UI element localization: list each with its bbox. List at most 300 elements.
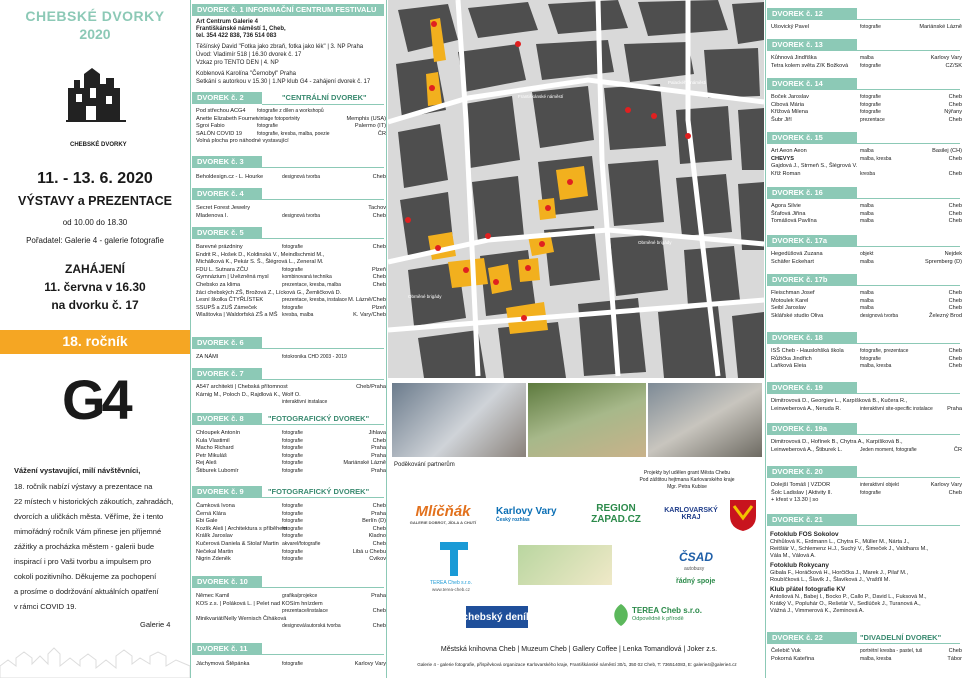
exhibitor-city: Cheb <box>948 297 962 304</box>
exhibitor-row <box>196 267 386 274</box>
exhibitor-row <box>771 497 962 504</box>
dvorek-5-header: DVOREK č. 5 <box>192 227 262 239</box>
exhibitor-city: Cvikov <box>369 556 386 563</box>
exhibitor-city: Plzeň <box>372 266 386 273</box>
exhibitor-name: Kříž Roman <box>771 170 801 177</box>
exhibitor-name: Dolejší Tomáš | VZDOR <box>771 482 831 488</box>
exhibitor-city: Nejdek <box>944 251 962 257</box>
exhibitor-city: Praha <box>371 468 386 474</box>
edition-banner <box>0 330 190 354</box>
exhibitor-city: Memphis (USA) <box>346 115 386 122</box>
exhibitor-city: Cheb <box>948 170 962 177</box>
letter-line: a prosíme o dodržování aktuálních opatření <box>14 587 159 596</box>
exhibitor-name: Chloupek Antonín <box>196 430 241 436</box>
exhibitor-row <box>771 363 962 370</box>
exhibitor-medium: portrétní kresba - pastel, tuš <box>860 648 923 654</box>
exhibitor-medium: malba <box>860 305 874 312</box>
exhibitor-city: Cheb <box>372 274 386 281</box>
letter-line: 18. ročník nabízí výstavy a prezentace na <box>14 482 153 491</box>
town-skyline-icon <box>0 640 190 678</box>
divider <box>857 393 960 394</box>
exhibitor-row <box>771 24 962 31</box>
castle-logo-icon <box>62 62 130 140</box>
dvorek-14-header: DVOREK č. 14 <box>767 78 857 90</box>
exhibitor-city: Spremberg (D) <box>925 258 962 265</box>
exhibitor-medium: objekt <box>860 251 874 257</box>
terea-url: www.terea-cheb.cz <box>432 587 471 592</box>
letter-line: Vážení vystavující, milí návštěvníci, <box>14 466 141 475</box>
exhibitor-medium: fotografie <box>282 533 303 540</box>
grant-line: Mgr. Petra Kubise <box>667 484 707 490</box>
exhibitor-name: Lesní školka ČTYŘLÍSTEK <box>196 297 264 304</box>
exhibitor-row <box>771 156 962 163</box>
letter-line: zážitky a procházka městem - galerii bude <box>14 542 155 551</box>
grant-line: Projekty byl udělen grant Města Chebu <box>643 470 731 476</box>
exhibitor-medium: vintage fotoportréty <box>257 115 300 122</box>
exhibitor-name: Michálková K., Pekár S. Š., Šlégrová L., Zeneral M. <box>196 259 324 266</box>
exhibitor-name: Art Aeon Aeon <box>771 148 807 154</box>
exhibitor-name: Gymnázium | Uvězněná mysl <box>196 274 269 281</box>
exhibitor-row <box>771 203 962 210</box>
mlicnak-sub: GALERIE DOBROT, JÍDLA A CHUTÍ <box>409 520 477 525</box>
exhibitor-row <box>771 313 962 320</box>
exhibitor-name: Němec Kamil <box>196 593 230 599</box>
exhibitor-medium: fotografie z dílen a workshopů <box>257 108 324 114</box>
karlovy-vary-logo <box>496 500 574 528</box>
exhibitor-medium: fotografie <box>282 556 303 563</box>
exhibitor-medium: fotografie <box>282 266 303 273</box>
dvorek-7-header: DVOREK č. 7 <box>192 368 262 380</box>
exhibitor-medium: fotografie <box>282 430 303 436</box>
exhibitor-city: Železný Brod <box>929 312 962 319</box>
exhibitor-medium: fotografie <box>860 62 881 69</box>
member-line: Vážná J., Vimmerová K., Zeminová A. <box>770 608 865 614</box>
exhibitor-name: + křest v 13.30 | so <box>771 497 819 504</box>
exhibitor-medium: malba, kresba <box>860 363 892 370</box>
exhibitor-medium: Jeden moment, fotografie <box>860 446 917 453</box>
terea2-sub: Odpovědně k přírodě <box>632 616 684 622</box>
street-photo <box>648 383 762 457</box>
exhibitor-medium: fotografie <box>860 109 881 116</box>
exhibitor-city: Mariánské Lázně <box>919 24 962 30</box>
letter-line: dvorcích a uličkách města. Věříme, že i tento <box>14 512 164 521</box>
logo-caption: CHEBSKÉ DVORKY <box>70 142 127 148</box>
exhibitor-city: Cheb <box>372 503 386 509</box>
exhibitor-name: Laňková Eleia <box>771 363 807 370</box>
exhibitor-row <box>771 55 962 62</box>
exhibitor-name: Mladenova I. <box>196 212 229 219</box>
dvorek-1-header: DVOREK č. 1 INFORMAČNÍ CENTRUM FESTIVALU <box>192 4 384 16</box>
footer-partners: Městská knihovna Cheb | Muzeum Cheb | Gallery Coffee | Lenka Tomandlová | Joker z.s. <box>440 646 718 653</box>
exhibitor-name: Pod střechou ACG4 <box>196 108 246 114</box>
exhibitor-name: Sgroi Fabio <box>196 123 225 130</box>
exhibitor-row <box>196 354 386 361</box>
exhibitor-medium: fotografie <box>282 244 303 250</box>
exhibitor-city: Praha <box>371 510 386 517</box>
festival-year: 2020 <box>79 26 111 42</box>
dvorek-22-subtitle: "DIVADELNÍ DVOREK" <box>860 633 942 642</box>
exhibitor-medium: malba <box>860 290 874 296</box>
divider <box>857 143 960 144</box>
exhibitor-city: Cheb <box>372 212 386 219</box>
exhibitor-name: Wlaštovka | Waldorfská ZŠ a MŠ <box>196 312 278 319</box>
exhibitor-row <box>196 259 386 266</box>
member-line: Reitšiär V., Schlemenz H.J., Suchý V., Šimeček J., Valdhans M., <box>770 546 929 552</box>
exhibitor-medium: fotografie <box>282 525 303 532</box>
exhibitor-row <box>196 593 386 600</box>
letter-line: 22 místech v historických zákoutích, zahradách, <box>14 497 174 506</box>
exhibitor-row <box>196 503 386 510</box>
organizer: Pořadatel: Galerie 4 - galerie fotografie <box>26 236 164 245</box>
exhibitor-row <box>196 438 386 445</box>
club-name: Fotoklub FOS Sokolov <box>770 531 839 538</box>
exhibitor-medium: malba <box>860 258 874 265</box>
terea-leaf-icon <box>612 604 630 626</box>
dvorek-12-header: DVOREK č. 12 <box>767 8 857 20</box>
exhibitor-name: ISŠ Cheb - Hauslohšká škola <box>771 348 844 354</box>
letter-line: cokoli pozitivního. Děkujeme za pochopení <box>14 572 157 581</box>
exhibitor-city: M. Lázně/Cheb <box>348 297 386 304</box>
exhibitor-medium: malba <box>860 55 874 61</box>
exhibitor-city: Praha <box>371 593 386 599</box>
exhibitor-row <box>196 131 386 138</box>
exhibitor-name: Růžička Jindřich <box>771 355 812 362</box>
dvorek-9-subtitle: "FOTOGRAFICKÝ DVOREK" <box>268 487 370 496</box>
exhibitor-row <box>196 213 386 220</box>
exhibitor-name: Cibová Mária <box>771 101 804 108</box>
dvorek-17a-header: DVOREK č. 17a <box>767 235 857 247</box>
letter-line: inspirací i pro Vaši tvorbu a impulsem pro <box>14 557 151 566</box>
exhibitor-row <box>196 108 386 115</box>
exhibitor-name: Leinweberová A., Štiburek L. <box>771 446 843 453</box>
cheb-coat-of-arms-icon <box>728 498 758 532</box>
divider <box>262 348 384 349</box>
exhibitor-city: Cheb <box>948 155 962 162</box>
exhibitor-city: Cheb <box>948 348 962 354</box>
exhibitor-row <box>196 623 386 630</box>
exhibitor-name: Macho Richard <box>196 445 234 452</box>
exhibitor-name: Kučerová Daniela & Stolař Martin <box>196 541 279 547</box>
exhibitor-city: Cheb <box>948 648 962 654</box>
dvorek-20-header: DVOREK č. 20 <box>767 466 857 478</box>
dvorek-2-header: DVOREK č. 2 <box>192 92 262 104</box>
exhibitor-name: Anette Elizabeth Fournet <box>196 115 258 122</box>
exhibitor-name: Barevné prázdniny <box>196 244 243 250</box>
info-line: Koblenová Karolína "Černobyl" Praha <box>196 71 296 77</box>
exhibitor-name: žáci chebských ZŠ, Brožová Z., Lícková G., Žemličková D. <box>196 289 342 296</box>
divider <box>262 497 384 498</box>
exhibitor-medium: kresba, malba <box>282 312 314 319</box>
exhibitor-name: Štiburek Lubomír <box>196 468 239 474</box>
exhibitor-city: Cheb <box>372 282 386 288</box>
exhibitor-medium: prezentace, kresba, malba <box>282 282 341 288</box>
exhibitor-city: Praha <box>371 452 386 459</box>
partners-label: Poděkování partnerům <box>394 462 455 468</box>
exhibitor-medium: fotografie <box>282 468 303 474</box>
divider <box>262 379 384 380</box>
letter-line: v rámci COVID 19. <box>14 602 77 611</box>
divider <box>262 587 384 588</box>
member-line: Gibala F., Horáčková H., Horčička J., Marek J., Pilař M., <box>770 570 909 576</box>
exhibitor-name: Fleischman Josef <box>771 290 815 296</box>
exhibitor-row <box>196 290 386 297</box>
exhibitor-city: Mariánské Lázně <box>343 460 386 467</box>
exhibitor-city: Karlovy Vary <box>354 661 386 667</box>
exhibitor-medium: designová tvorba <box>860 312 899 319</box>
exhibitor-row <box>771 439 962 446</box>
exhibitor-row <box>771 356 962 363</box>
exhibitor-name: Seibl Jaroslav <box>771 305 806 312</box>
exhibitor-medium: fotografie <box>860 24 881 30</box>
exhibitor-row <box>771 298 962 305</box>
exhibitor-name: Volná plocha pro náhodné vystavující <box>196 138 289 145</box>
exhibitor-row <box>771 63 962 70</box>
exhibitor-medium: malba <box>860 203 874 209</box>
exhibitor-medium: fotografie <box>282 437 303 444</box>
dvorek-6-header: DVOREK č. 6 <box>192 337 262 349</box>
exhibitor-row <box>771 163 962 170</box>
divider <box>857 19 960 20</box>
town-map[interactable] <box>388 0 764 378</box>
csad-logo: ČSAD <box>678 550 713 564</box>
exhibitor-row <box>771 290 962 297</box>
exhibitor-row <box>771 94 962 101</box>
divider <box>857 434 960 435</box>
exhibitor-row <box>771 482 962 489</box>
exhibitor-medium: fotografie, prezentace <box>860 348 909 354</box>
dvorek-16-header: DVOREK č. 16 <box>767 187 857 199</box>
divider <box>857 343 960 344</box>
exhibitor-medium: fotografie, kresba, malba, poezie <box>257 130 330 137</box>
divider <box>262 104 384 105</box>
info-line: Art Centrum Galerie 4 <box>196 19 259 25</box>
dvorek-17b-header: DVOREK č. 17b <box>767 274 857 286</box>
exhibitor-row <box>196 445 386 452</box>
dvorek-8-header: DVOREK č. 8 <box>192 413 262 425</box>
divider <box>857 50 960 51</box>
exhibitor-medium: fotokronika CHD 2003 - 2019 <box>282 354 347 360</box>
exhibition-photo <box>392 383 526 457</box>
exhibitor-city: Cheb <box>948 305 962 312</box>
dvorek-19a-header: DVOREK č. 19a <box>767 423 857 435</box>
dvorek-19-header: DVOREK č. 19 <box>767 382 857 394</box>
exhibitor-name: SSUPŠ a ZUŠ Zámeček <box>196 304 257 311</box>
exhibitor-city: Plzeň <box>372 304 386 311</box>
exhibitor-row <box>771 109 962 116</box>
exhibitor-name: Kůhnová Jindřiška <box>771 55 817 61</box>
exhibitor-row <box>196 511 386 518</box>
dvorek-21-header: DVOREK č. 21 <box>767 514 857 526</box>
exhibitor-city: Cheb <box>372 541 386 547</box>
exhibitor-city: ČR <box>953 446 962 453</box>
exhibitor-row <box>771 171 962 178</box>
divider <box>262 424 384 425</box>
exhibitor-name: Jáchymová Štěpánka <box>196 661 250 667</box>
opening-time: 11. června v 16.30 <box>44 280 146 294</box>
member-line: Roubíčková L., Šlavík J., Šlavíková J., Vrašťil M. <box>770 577 891 583</box>
dvorek-11-header: DVOREK č. 11 <box>192 643 262 655</box>
exhibitor-row <box>771 348 962 355</box>
exhibitor-medium: fotografie <box>282 548 303 555</box>
member-line: Krátký V., Popluhár O., Rešetár V., Sedlúček J., Turanová A., <box>770 601 921 607</box>
exhibitor-city: Cheb <box>948 218 962 225</box>
exhibitor-city: Cheb <box>948 94 962 100</box>
exhibitor-medium: akvarel/fotografie <box>282 541 321 547</box>
exhibitor-city: Cheb <box>372 244 386 250</box>
exhibitor-row <box>771 148 962 155</box>
exhibitor-medium: fotografie <box>282 445 303 452</box>
exhibitor-medium: fotografie <box>860 489 881 496</box>
exhibitor-row <box>196 252 386 259</box>
exhibitor-city: Praha <box>371 445 386 452</box>
exhibitor-medium: interaktivní instalace <box>282 399 328 406</box>
exhibitor-name: SALÓN COVID 19 <box>196 130 243 137</box>
exhibitor-city: Cheb <box>948 363 962 370</box>
exhibitor-city: Cheb <box>948 210 962 217</box>
exhibitor-name: Nigrin Zdeněk <box>196 556 231 563</box>
exhibitor-medium: grafika/projekce <box>282 593 318 599</box>
exhibitor-city: Kladno <box>368 533 386 540</box>
exhibitor-medium: fotografie <box>282 304 303 311</box>
member-line: Chihůlová K., Erdmann L., Chytra F., Müller M., Nárta J., <box>770 539 910 545</box>
info-line: Těšínský David "Fotka jako zbraň, fotka jako lék" | 3. NP Praha <box>196 44 364 50</box>
divider <box>857 198 960 199</box>
exhibitor-city: Cheb/Praha <box>356 384 386 390</box>
exhibitor-row <box>196 305 386 312</box>
dvorek-18-header: DVOREK č. 18 <box>767 332 857 344</box>
divider <box>765 0 766 678</box>
divider <box>857 246 960 247</box>
exhibitor-city: Palermo (IT) <box>354 123 386 130</box>
exhibitor-medium: fotografie <box>282 452 303 459</box>
letter-line: mimořádný ročník Vám přinese jen příjemné <box>14 527 162 536</box>
exhibitor-medium: fotografie <box>282 460 303 467</box>
dvorek-22-header: DVOREK č. 22 <box>767 632 857 644</box>
festival-subtitle: VÝSTAVY a PREZENTACE <box>18 194 172 208</box>
exhibitor-name: Schäfer Eckehart <box>771 258 814 265</box>
mlicnak-logo <box>396 500 490 528</box>
exhibitor-city: Cheb <box>948 203 962 209</box>
festival-title: CHEBSKÉ DVORKY <box>25 8 165 24</box>
opening-title: ZAHÁJENÍ <box>64 262 125 276</box>
divider <box>857 643 960 644</box>
dvorek-10-header: DVOREK č. 10 <box>192 576 262 588</box>
grant-line: Pod záštitou hejtmana Karlovarského kraje <box>639 477 735 483</box>
exhibitor-medium: kombinovaná technika <box>282 274 332 281</box>
exhibitor-row <box>196 174 386 181</box>
exhibitor-row <box>771 211 962 218</box>
info-line: Vzkaz pro TENTO DEN | 4. NP <box>196 60 279 66</box>
exhibitor-medium: fotografie <box>860 94 881 100</box>
exhibitor-row <box>196 533 386 540</box>
exhibitor-row <box>771 648 962 655</box>
csad-sub: autobusy <box>684 566 705 572</box>
mlicnak-name: Mlíčňák <box>415 503 471 520</box>
exhibitor-name: Černá Klára <box>196 510 226 517</box>
exhibitor-name: FDU L. Sutnara ZČU <box>196 266 248 273</box>
divider <box>262 199 384 200</box>
exhibitor-row <box>771 490 962 497</box>
exhibitor-medium: fotografie <box>282 661 303 667</box>
exhibitor-row <box>196 549 386 556</box>
exhibitor-name: Hegedüšová Zuzana <box>771 251 823 257</box>
exhibitor-city: Cheb <box>372 525 386 532</box>
exhibitor-name: Dimitrovová D., Georgiev L., Karpíšková B., Kučera R., <box>771 398 908 404</box>
exhibitor-city: Praha <box>947 405 962 412</box>
exhibitor-name: A547 architekti | Chebská přítomnost <box>196 384 288 390</box>
exhibitor-city: Jihlava <box>368 430 386 436</box>
terea2-name: TEREA Cheb s.r.o. <box>632 606 702 615</box>
exhibitor-city: Cheb <box>372 437 386 444</box>
exhibitor-row <box>196 282 386 289</box>
exhibitor-medium: fotografie <box>257 123 278 130</box>
exhibitor-name: Ušovický Pavel <box>771 24 809 30</box>
exhibitor-row <box>196 205 386 212</box>
street-label: Palackého náměstí <box>668 80 707 85</box>
exhibitor-medium: malba <box>860 218 874 225</box>
exhibitor-name: Sklářské studio Oliva <box>771 312 824 319</box>
exhibitor-name: Tetra kolem světa Z/K Božková <box>771 62 849 69</box>
exhibitor-city: Karlovy Vary <box>930 482 962 488</box>
terea-logo-icon <box>440 542 468 576</box>
exhibitor-row <box>771 259 962 266</box>
exhibitor-city: Cheb <box>948 355 962 362</box>
exhibitor-row <box>771 398 962 405</box>
exhibitor-row <box>196 392 386 399</box>
dvorek-13-header: DVOREK č. 13 <box>767 39 857 51</box>
club-name: Klub přátel fotografie KV <box>770 586 846 593</box>
exhibitor-city: K. Vary/Cheb <box>353 312 386 319</box>
member-line: Vála M., Válová A. <box>770 553 816 559</box>
exhibitor-row <box>196 518 386 525</box>
exhibitor-row <box>196 297 386 304</box>
exhibitor-name: Minikvariát/Nelly Wernisch Čiháková <box>196 615 287 622</box>
divider <box>190 0 191 678</box>
club-name: Fotoklub Rokycany <box>770 562 829 569</box>
exhibitor-row <box>196 526 386 533</box>
exhibitor-row <box>196 244 386 251</box>
exhibitor-city: Cheb <box>948 489 962 496</box>
exhibitor-city: Nýřany <box>944 109 962 116</box>
exhibitor-name: Nečekal Martin <box>196 548 234 555</box>
divider <box>857 89 960 90</box>
exhibitor-medium: fotografie <box>282 510 303 517</box>
exhibitor-medium: designová tvorba <box>282 174 321 180</box>
exhibitor-name: Čamková Ivona <box>196 503 235 509</box>
edition-label: 18. ročník <box>62 333 128 349</box>
exhibitor-row <box>771 447 962 454</box>
exhibitor-city: Cheb <box>948 116 962 123</box>
divider <box>857 285 960 286</box>
terea-name: TEREA Cheb s.r.o. <box>430 580 472 586</box>
exhibitor-city: Cheb <box>372 174 386 180</box>
dvorek-9-header: DVOREK č. 9 <box>192 486 262 498</box>
exhibitor-name: Kula Vlastimil <box>196 437 230 444</box>
exhibitor-name: Šubr Jiří <box>771 116 792 123</box>
exhibitor-city: Berlín (D) <box>362 518 386 525</box>
region-logo: REGION ZAPAD.CZ <box>591 503 641 525</box>
exhibitor-city: Cheb <box>372 608 386 615</box>
exhibitor-row <box>196 608 386 615</box>
exhibitor-medium: fotografie <box>282 518 303 525</box>
exhibitor-row <box>196 116 386 123</box>
footer-contact: Galerie 4 - galerie fotografie, příspěvková organizace Karlovarského kraje, Františkánské náměstí 30/1, 350 02 Cheb, T: 736514083, E: galerie4@galerie4.cz <box>417 662 737 667</box>
exhibitor-name: Chebsko za klima <box>196 282 241 288</box>
exhibitor-row <box>771 218 962 225</box>
dvorek-3-header: DVOREK č. 3 <box>192 156 262 168</box>
exhibitor-row <box>196 460 386 467</box>
dvorek-15-header: DVOREK č. 15 <box>767 132 857 144</box>
